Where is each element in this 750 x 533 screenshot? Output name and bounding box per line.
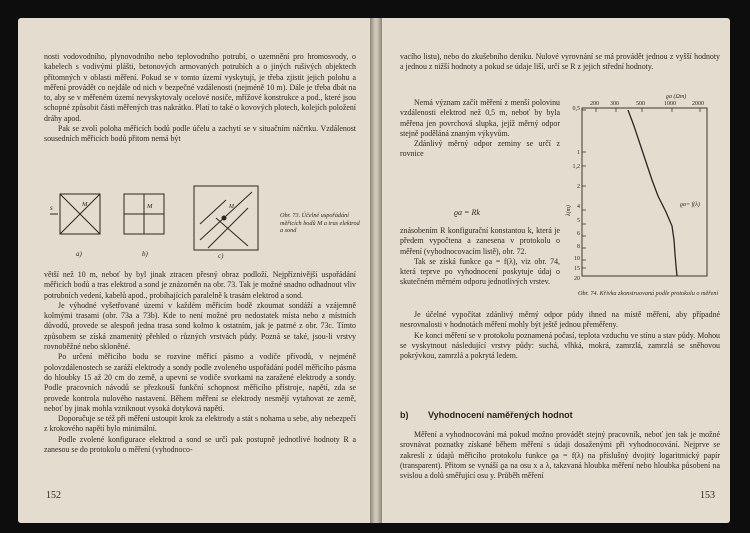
y-tick-label: 8 <box>577 244 580 250</box>
right-paragraph-7: Ke konci měření se v protokolu poznamená počasí, teplota vzduchu ve stínu a stav půdy. Mohou se vyskytnout následující vrstvy půdy: suchá, vlhká, mokrá, zamrzlá, zamrzlá se sněhovou pokrývkou, zamrzlá a pokrytá ledem. <box>400 330 720 361</box>
figure-73-caption: Obr. 73. Účelné uspořádání měřicích bodů M a tras elektrod a sond <box>280 212 360 235</box>
figure-73a <box>50 194 100 234</box>
figure-73c-label: c) <box>218 252 224 260</box>
graph-top-ticks <box>596 108 700 112</box>
y-tick-label: 20 <box>574 276 580 282</box>
right-paragraph-3: Zdánlivý měrný odpor zeminy se určí z rovnice <box>400 139 560 159</box>
graph-frame <box>582 108 707 276</box>
graph-x-tick-labels <box>590 101 704 107</box>
graph-curve-label: ϱa= f(λ) <box>680 202 700 208</box>
y-tick-label: 6 <box>577 231 580 237</box>
right-paragraph-6: Je účelné vypočítat zdánlivý měrný odpor půdy ihned na místě měření, aby případné nesrovnalosti v hodnotách měření mohly být ještě jednou přeměřeny. <box>400 310 720 330</box>
y-tick-label: 1 <box>577 150 580 156</box>
left-paragraph-1: nosti vodovodního, plynovodního nebo teplovodního potrubí, o uzemnění pro hromosvody, o kabelech s vodivými plášti, betonových armovaných potrubích a o jiných rušivých objektech přítomných v oblasti měření. Pokud se v tomto území vyskytují, je třeba zjistit jejich polohu a měření provádět co nejdále od nich v bezpečné vzdálenosti (nejméně 10 m). Dále je třeba dbát na to, aby se v měřeném území nevyskytovaly ocelové nosiče, mřížové konstrukce a pod., které jsou schopné způsobit části měřených tras nakrátko. Platí to také o kovových plotech, kolejích položení dráhy apod. <box>44 52 356 123</box>
x-tick-label: 200 <box>590 101 599 107</box>
right-page <box>382 18 730 523</box>
resistivity-formula: ϱa = Rk <box>454 208 480 217</box>
right-paragraph-5: Tak se získá funkce ϱa = f(λ), viz obr. 74, která teprve po vyhodnocení poskytuje údaj o skutečném měrném odporu jednotlivých vrstev. <box>400 256 560 287</box>
right-paragraph-4: znásobením R konfigurační konstantou k, která je předem vypočtena a zanesena v protokolu o měření (vyhodnocovacím listě), obr. 72. <box>400 226 560 256</box>
figure-74-graph <box>562 92 722 304</box>
left-paragraph-6: Doporučuje se též při měření ustoupit krok za elektrody a stát s nohama u sebe, aby nebezpečí z krokového napětí bylo minimální. <box>44 414 356 434</box>
left-page-number: 152 <box>46 490 61 501</box>
right-paragraph-1: vacího listu), nebo do zkušebního deníku. Nulové vyrovnání se má provádět jednou z vyšší hodnoty a jednou z nižší hodnoty a pokud se údaje liší, určí se R z jejich střední hodnoty. <box>400 52 720 72</box>
x-tick-label: 1000 <box>664 101 676 107</box>
x-tick-label: 2000 <box>692 101 704 107</box>
left-paragraph-2: Pak se zvolí poloha měřicích bodů podle účelu a zachytí se v situačním náčrtku. Vzdálenost sousedních měřicích bodů přitom nemá být <box>44 124 356 144</box>
y-tick-label: 4 <box>577 204 580 210</box>
right-page-number: 153 <box>700 490 715 501</box>
y-tick-label: 15 <box>574 266 580 272</box>
left-paragraph-3: větší než 10 m, neboť by byl jinak ztracen přesný obraz podloží. Nejpříznivější uspořádání měřicích bodů a tras elektrod a sond je znázorněn na obr. 73. Tak je možné snadno odhadnout vliv potrubních vedení, kabelů apod., probíhajících paralelně k trasám elektrod a sond. <box>44 270 356 300</box>
right-text-top <box>400 52 720 73</box>
left-paragraph-7: Podle zvolené konfigurace elektrod a sond se určí pak postupně jednotlivé hodnoty R a zanesou se do protokolu o měření (vyhodnoco- <box>44 434 356 455</box>
book-gutter <box>370 18 382 523</box>
x-tick-label: 500 <box>636 101 645 107</box>
figure-73a-s-label: s <box>50 204 53 212</box>
y-tick-label: 0,5 <box>572 106 580 112</box>
right-paragraph-2: Nemá význam začít měření z menší polovinu vzdálenosti elektrod než 0,5 m, neboť by byla měřena jen povrchová slupka, jejíž měrný odpor stejně poděláná znaným výkyvům. <box>400 98 560 138</box>
figure-73a-label: a) <box>76 250 82 258</box>
right-text-column-2 <box>400 226 560 288</box>
y-tick-label: 10 <box>574 256 580 262</box>
left-page <box>18 18 370 523</box>
figure-73c-m-label: M <box>229 204 234 210</box>
graph-y-tick-labels <box>573 106 581 282</box>
section-heading: Vyhodnocení naměřených hodnot <box>428 410 573 420</box>
figure-73a-m-label: M <box>82 201 88 208</box>
graph-x-axis-label: ϱa (Ωm) <box>666 94 687 100</box>
graph-y-axis-label: λ(m) <box>566 205 572 216</box>
figure-73b <box>124 194 164 234</box>
x-tick-label: 300 <box>610 101 619 107</box>
left-text-bottom <box>44 270 356 455</box>
graph-curve <box>628 110 677 276</box>
figure-73b-label: b) <box>142 250 148 258</box>
right-text-bottom <box>400 430 720 481</box>
y-tick-label: 1,2 <box>572 164 580 170</box>
right-text-middle <box>400 310 720 361</box>
left-text-top <box>44 52 356 145</box>
right-text-column <box>400 98 560 160</box>
section-heading-letter: b) <box>400 410 409 420</box>
left-paragraph-4: Je výhodné vyšetřované území v každém měřicím bodě zkoumat sondáží a vzájemně kolmými trasami (obr. 73a a 73b). Kde to není možné pro nedostatek místa nebo z místních důvodů, provede se alespoň jedna trasa sond kolmo k ostatním, jak je patrné z obr. 73c. Tímto způsobem se získá znamenitý přehled o různých vrstvách půdy. Pozná se také, jsou-li vrstvy rovnoběžné nebo skloněné. <box>44 300 356 352</box>
figure-73c <box>194 186 258 250</box>
y-tick-label: 2 <box>577 184 580 190</box>
y-tick-label: 5 <box>577 218 580 224</box>
left-paragraph-5: Po určení měřicího bodu se rozvine měřicí pásmo a vodiče přívodů, v nejméně polovzdálenostech se zaráží elektrody a sondy podle zvoleného uspořádání podél měřicího pásma do hloubky 15 až 20 cm do země, a upevní se vodiče svorkami na zaražené elektrody a sondy. Podle pracovních návodů se přezkouší funkční schopnost měřicího přístroje, napětí, zda se provede kontrola nulového nastavení. Během měření se elektrody nesmějí vytahovat ze země, neboť by jinak mohla vzniknout vysoká dotyková napětí. <box>44 352 356 413</box>
right-paragraph-8: Měření a vyhodnocování má pokud možno provádět stejný pracovník, neboť jen tak je možné srovnávat poznatky získané během měření s údaji dosaženými při vyhodnocování. Nejprve se zakreslí z údajů měřicího protokolu funkce ϱa = f(λ) na příslušný dvojitý logaritmický papír (transparent). Přitom se vynáší ϱa na osu x a λ, takzvaná hloubka měření nebo hloubka působení na svislou a dolů směřující osu y. Průběh měření <box>400 430 720 481</box>
figure-74-caption: Obr. 74. Křivka zkonstruovaná podle protokolu o měření <box>578 290 719 297</box>
graph-left-ticks <box>582 110 586 268</box>
figure-73b-m-label: M <box>147 203 153 210</box>
